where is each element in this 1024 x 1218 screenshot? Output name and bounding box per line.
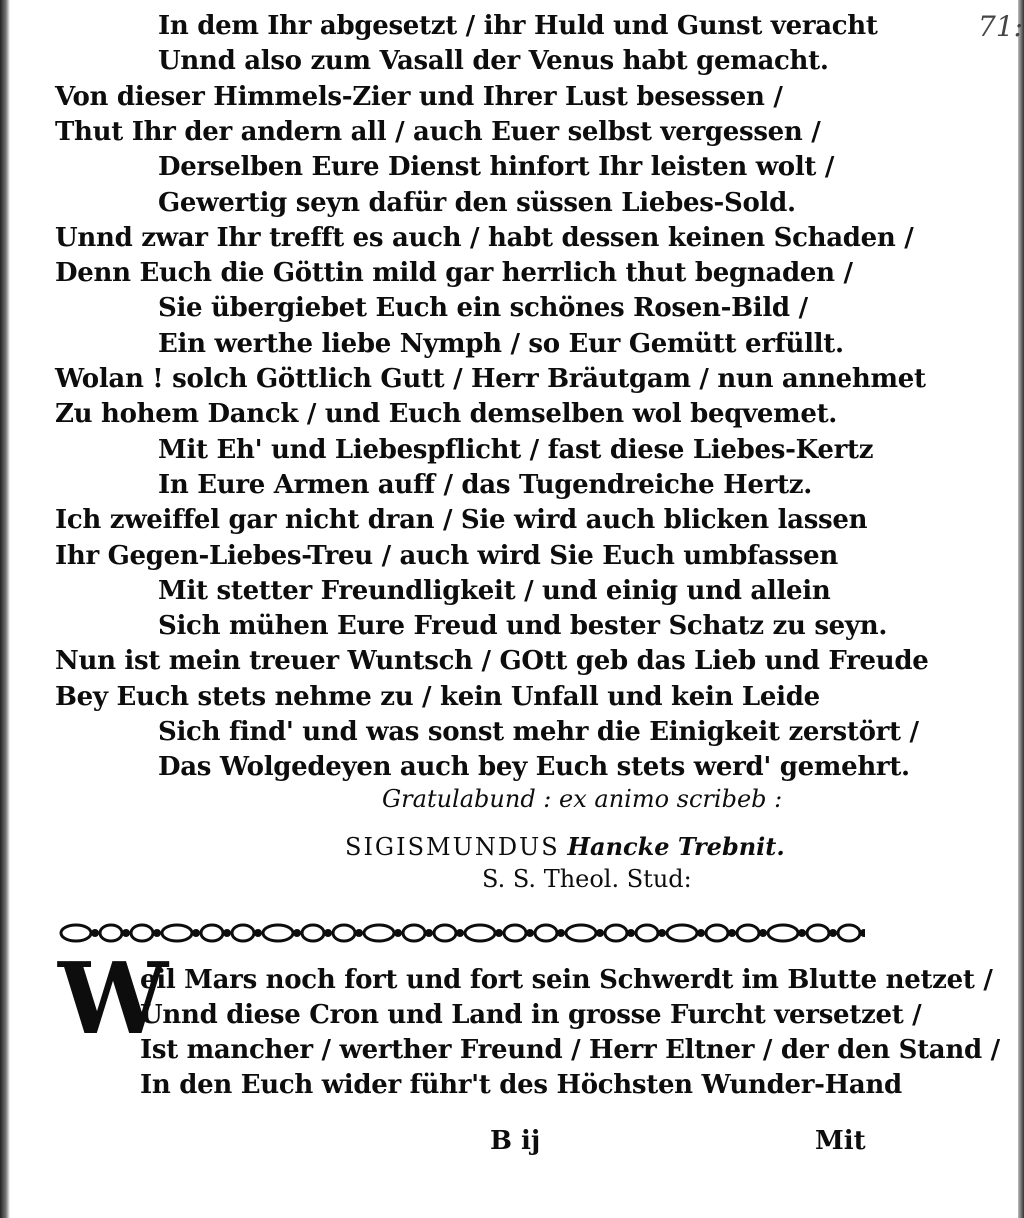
- verse-line: Derselben Eure Dienst hinfort Ihr leisten wolt /: [158, 152, 835, 183]
- verse-line: Sie übergiebet Euch ein schönes Rosen-Bild /: [158, 293, 808, 324]
- page-shadow-left: [0, 0, 10, 1218]
- verse-line: Mit Eh' und Liebespflicht / fast diese Liebes-Kertz: [158, 434, 874, 465]
- verse-line: Ihr Gegen-Liebes-Treu / auch wird Sie Euch umbfassen: [55, 540, 838, 571]
- verse-line: In Eure Armen auff / das Tugendreiche Hertz.: [158, 469, 812, 500]
- verse-line: In dem Ihr abgesetzt / ihr Huld und Gunst veracht: [158, 11, 878, 41]
- verse-line: Thut Ihr der andern all / auch Euer selbst vergessen /: [55, 116, 821, 147]
- signature-name: [345, 832, 785, 862]
- ornamental-divider: [55, 918, 865, 948]
- verse-line: Ich zweiffel gar nicht dran / Sie wird auch blicken lassen: [55, 505, 868, 536]
- signature-mark: B ij: [490, 1126, 541, 1156]
- signature-gratulabund: Gratulabund : ex animo scribeb :: [382, 785, 783, 813]
- verse-line: Mit stetter Freundligkeit / und einig und allein: [158, 575, 831, 606]
- signature-study: S. S. Theol. Stud:: [482, 865, 692, 893]
- new-poem-line: In den Euch wider führ't des Höchsten Wunder-Hand: [140, 1070, 902, 1100]
- signature-surname: Hancke Trebnit.: [567, 832, 785, 861]
- verse-line: Sich find' und was sonst mehr die Einigkeit zerstört /: [158, 717, 919, 747]
- new-poem-line: eil Mars noch fort und fort sein Schwerdt im Blutte netzet /: [140, 965, 993, 995]
- verse-line: Sich mühen Eure Freud und bester Schatz zu seyn.: [158, 611, 888, 642]
- page-number: 71:: [978, 10, 1024, 43]
- verse-line: Zu hohem Danck / und Euch demselben wol beqvemet.: [55, 399, 838, 430]
- signature-forename: SIGISMUNDUS: [345, 833, 560, 861]
- verse-line: Ein werthe liebe Nymph / so Eur Gemütt erfüllt.: [158, 328, 844, 359]
- verse-line: Wolan ! solch Göttlich Gutt / Herr Bräutgam / nun annehmet: [55, 364, 926, 394]
- verse-line: Von dieser Himmels-Zier und Ihrer Lust besessen /: [55, 81, 783, 112]
- verse-line: Unnd zwar Ihr trefft es auch / habt dessen keinen Schaden /: [55, 222, 914, 253]
- catchword: Mit: [815, 1126, 866, 1156]
- new-poem-line: Unnd diese Cron und Land in grosse Furcht versetzet /: [140, 1000, 922, 1030]
- verse-line: Bey Euch stets nehme zu / kein Unfall und kein Leide: [55, 681, 820, 712]
- verse-line: Gewertig seyn dafür den süssen Liebes-Sold.: [158, 187, 796, 218]
- verse-line: Das Wolgedeyen auch bey Euch stets werd' gemehrt.: [158, 752, 910, 783]
- new-poem-line: Ist mancher / werther Freund / Herr Eltner / der den Stand /: [140, 1035, 1000, 1065]
- verse-line: Denn Euch die Göttin mild gar herrlich thut begnaden /: [55, 258, 853, 289]
- verse-line: Unnd also zum Vasall der Venus habt gemacht.: [158, 46, 829, 77]
- verse-line: Nun ist mein treuer Wuntsch / GOtt geb das Lieb und Freude: [55, 646, 929, 677]
- drop-cap-initial: W: [58, 942, 169, 1057]
- page-shadow-right: [1018, 0, 1024, 1218]
